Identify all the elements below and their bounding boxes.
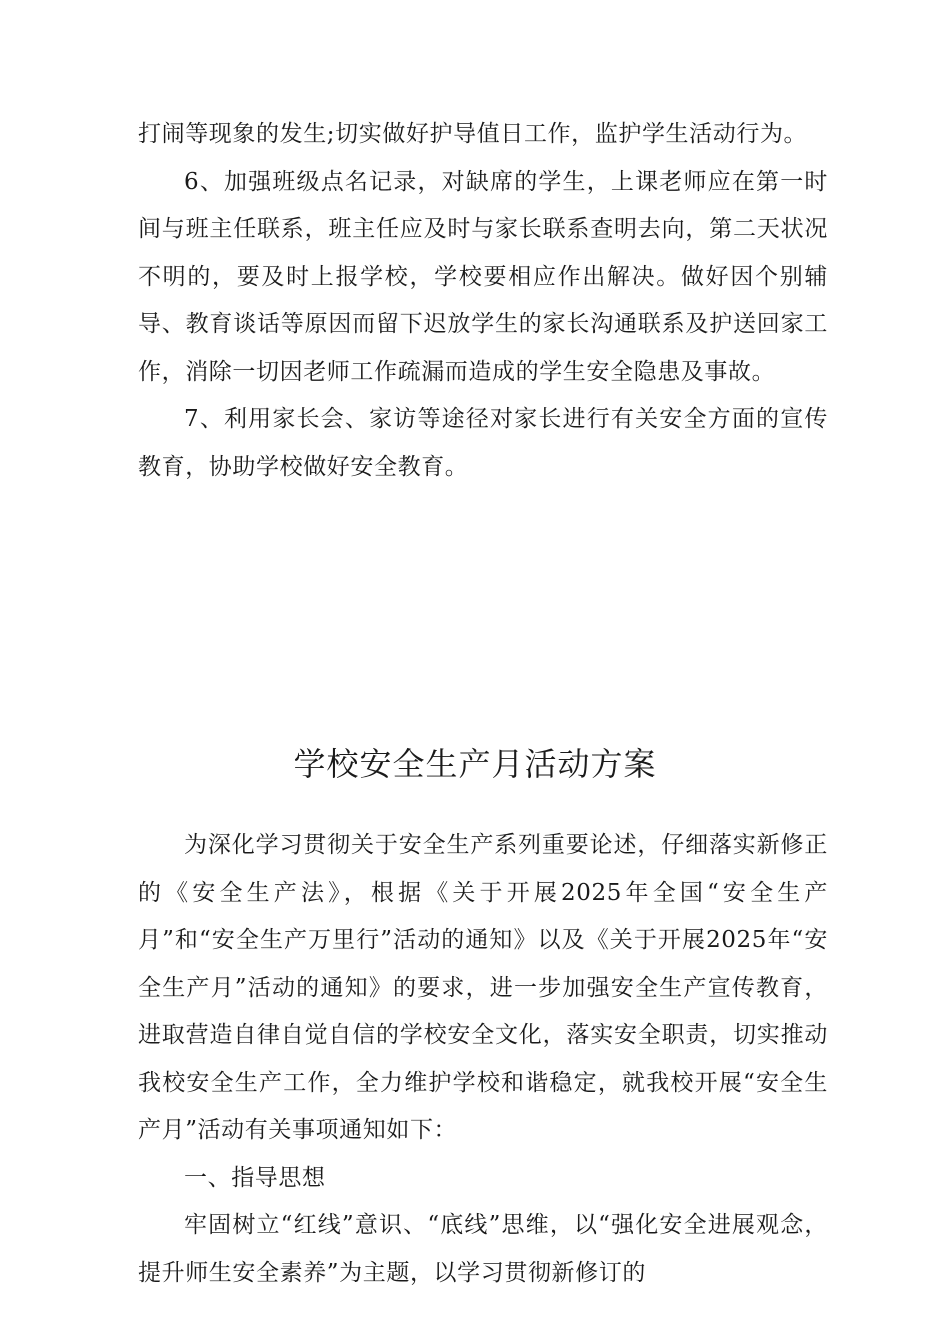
paragraph-item-6: 6、加强班级点名记录，对缺席的学生，上课老师应在第一时间与班主任联系，班主任应及时与家长联系查明去向，第二天状况不明的，要及时上报学校，学校要相应作出解决。做好因个别辅导、教育谈话等原因而留下迟放学生的家长沟通联系及护送回家工作，消除一切因老师工作疏漏而造成的学生安全隐患及事故。 <box>138 168 828 385</box>
section-heading-guiding-thought: 一、指导思想 <box>184 1164 326 1191</box>
top-text-section <box>138 111 828 491</box>
paragraph-continuation: 打闹等现象的发生;切实做好护导值日工作，监护学生活动行为。 <box>138 121 808 147</box>
document-title: 学校安全生产月活动方案 <box>293 745 657 783</box>
paragraph-item-7: 7、利用家长会、家访等途径对家长进行有关安全方面的宣传教育，协助学校做好安全教育。 <box>138 406 828 480</box>
bottom-text-section <box>138 822 828 1297</box>
paragraph-intro: 为深化学习贯彻关于安全生产系列重要论述，仔细落实新修正的《安全生产法》，根据《关于开展2025年全国“安全生产月”和“安全生产万里行”活动的通知》以及《关于开展2025年“安全生产月”活动的通知》的要求，进一步加强安全生产宣传教育，进取营造自律自觉自信的学校安全文化，落实安全职责，切实推动我校安全生产工作，全力维护学校和谐稳定，就我校开展“安全生产月”活动有关事项通知如下： <box>138 832 828 1143</box>
paragraph-guiding-thought: 牢固树立“红线”意识、“底线”思维，以“强化安全进展观念，提升师生安全素养”为主题，以学习贯彻新修订的 <box>138 1212 828 1286</box>
